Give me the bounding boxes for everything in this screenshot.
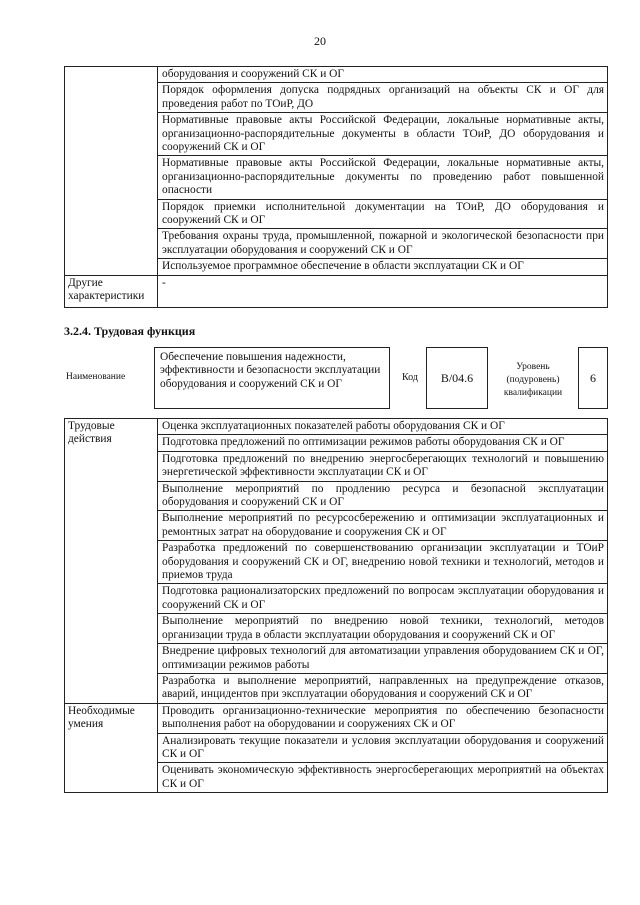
knowledge-table bbox=[64, 66, 608, 308]
labor-action-item: Разработка предложений по совершенствованию организации эксплуатации и ТОиР оборудования и сооружений СК и ОГ, внедрению новой техники и технологий, методов и приемов труда bbox=[158, 541, 608, 584]
section-title: 3.2.4. Трудовая функция bbox=[64, 324, 196, 338]
labor-action-item: Подготовка рационализаторских предложений по вопросам эксплуатации оборудования и сооружений СК и ОГ bbox=[158, 584, 608, 614]
labor-action-item: Разработка и выполнение мероприятий, направленных на предупреждение отказов, аварий, инцидентов при эксплуатации оборудования и сооружений СК и ОГ bbox=[158, 673, 608, 703]
other-characteristics-value: - bbox=[158, 275, 608, 307]
labor-action-item: Выполнение мероприятий по ресурсосбережению и оптимизации эксплуатационных и ремонтных затрат на оборудование и сооружения СК и ОГ bbox=[158, 511, 608, 541]
code-label: Код bbox=[402, 372, 418, 383]
knowledge-row: оборудования и сооружений СК и ОГ bbox=[158, 67, 608, 83]
knowledge-label-cell bbox=[65, 67, 158, 276]
labor-action-item: Внедрение цифровых технологий для автоматизации управления оборудованием СК и ОГ, оптимизации режимов работы bbox=[158, 644, 608, 674]
page-number: 20 bbox=[314, 34, 326, 48]
labor-actions-label: Трудовые действия bbox=[65, 419, 158, 704]
labor-action-item: Оценка эксплуатационных показателей работы оборудования СК и ОГ bbox=[158, 419, 608, 435]
function-code-value: B/04.6 bbox=[426, 347, 488, 409]
name-label: Наименование bbox=[66, 372, 126, 382]
knowledge-row: Нормативные правовые акты Российской Федерации, локальные нормативные акты, организационно-распорядительные документы в области ТОиР, ДО оборудования и сооружений СК и ОГ bbox=[158, 113, 608, 156]
labor-action-item: Подготовка предложений по оптимизации режимов работы оборудования СК и ОГ bbox=[158, 435, 608, 451]
required-skills-label: Необходимые умения bbox=[65, 703, 158, 792]
knowledge-row: Порядок оформления допуска подрядных организаций на объекты СК и ОГ для проведения работ по ТОиР, ДО bbox=[158, 83, 608, 113]
labor-action-item: Подготовка предложений по внедрению энергосберегающих технологий и повышению энергетической эффективности эксплуатации СК и ОГ bbox=[158, 451, 608, 481]
other-characteristics-label: Другие характеристики bbox=[65, 275, 158, 307]
knowledge-row: Требования охраны труда, промышленной, пожарной и экологической безопасности при эксплуатации оборудования и сооружений СК и ОГ bbox=[158, 229, 608, 259]
labor-action-item: Выполнение мероприятий по продлению ресурса и безопасной эксплуатации оборудования и сооружений СК и ОГ bbox=[158, 481, 608, 511]
knowledge-row: Порядок приемки исполнительной документации на ТОиР, ДО оборудования и сооружений СК и ОГ bbox=[158, 199, 608, 229]
level-label: Уровень (подуровень) квалификации bbox=[503, 362, 563, 398]
required-skill-item: Проводить организационно-технические мероприятия по обеспечению безопасности выполнения работ на оборудовании и сооружениях СК и ОГ bbox=[158, 703, 608, 733]
function-name-value: Обеспечение повышения надежности, эффективности и безопасности эксплуатации оборудования и сооружений СК и ОГ bbox=[154, 347, 390, 409]
knowledge-row: Нормативные правовые акты Российской Федерации, локальные нормативные акты, организационно-распорядительные документы по проведению работ повышенной опасности bbox=[158, 156, 608, 199]
knowledge-row: Используемое программное обеспечение в области эксплуатации СК и ОГ bbox=[158, 259, 608, 275]
qualification-level-value: 6 bbox=[578, 347, 608, 409]
required-skill-item: Анализировать текущие показатели и условия эксплуатации оборудования и сооружений СК и ОГ bbox=[158, 733, 608, 763]
labor-action-item: Выполнение мероприятий по внедрению новой техники, технологий, методов организации труда в области эксплуатации оборудования и сооружений СК и ОГ bbox=[158, 614, 608, 644]
labor-function-table bbox=[64, 418, 608, 793]
required-skill-item: Оценивать экономическую эффективность энергосберегающих мероприятий на объектах СК и ОГ bbox=[158, 763, 608, 793]
